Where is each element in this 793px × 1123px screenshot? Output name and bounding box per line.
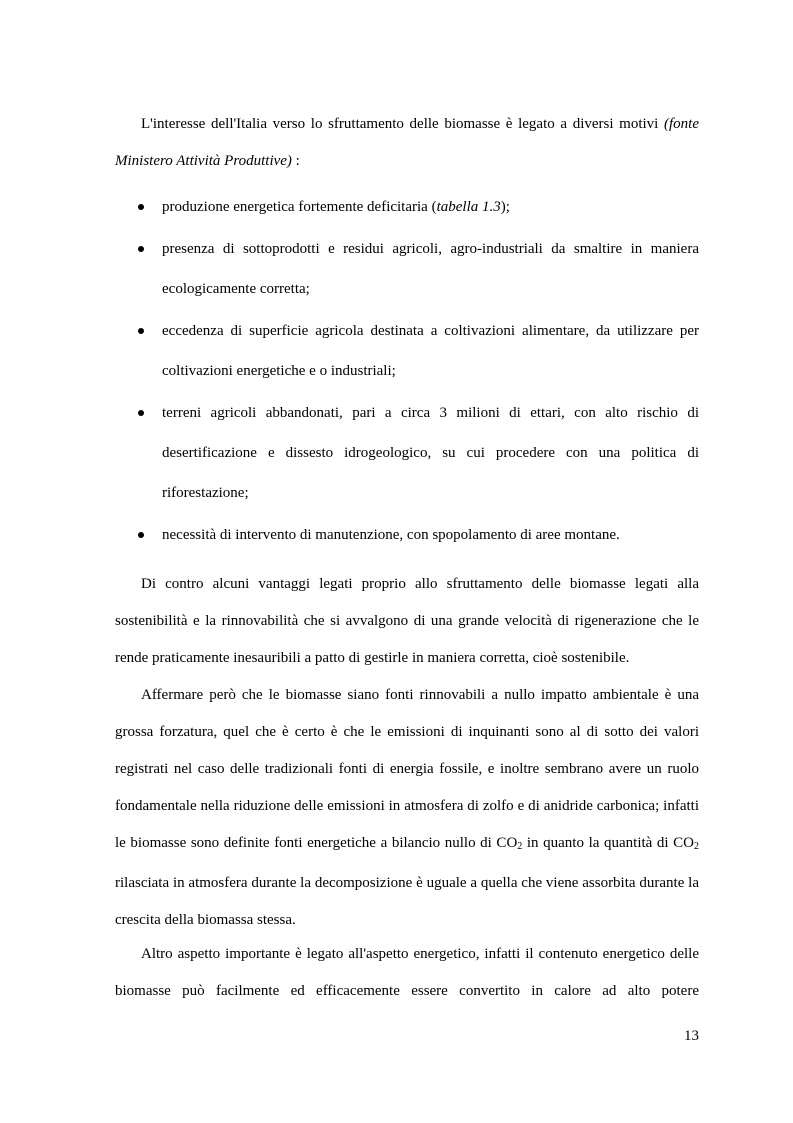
list-item: [115, 393, 699, 513]
list-item-text: necessità di intervento di manutenzione, con spopolamento di aree montane.: [162, 527, 620, 543]
list-item: [115, 187, 699, 227]
bullet-icon: [138, 204, 144, 210]
bullet-icon: [138, 532, 144, 538]
list-item-text: produzione energetica fortemente deficitaria (: [162, 199, 437, 215]
bullet-icon: [138, 246, 144, 252]
intro-paragraph: [115, 106, 699, 180]
bullet-icon: [138, 410, 144, 416]
energy-paragraph: Altro aspetto importante è legato all'aspetto energetico, infatti il contenuto energetico delle biomasse può facilmente ed efficacemente essere convertito in calore ad alto potere: [115, 946, 699, 999]
list-item-text: terreni agricoli abbandonati, pari a circa 3 milioni di ettari, con alto rischio di desertificazione e dissesto idrogeologico, su cui procedere con una politica di riforestazione;: [162, 405, 699, 501]
list-item: [115, 229, 699, 309]
list-item-text-end: );: [500, 199, 510, 215]
emissions-text-2: in quanto la quantità di CO: [522, 835, 695, 851]
list-item-text: presenza di sottoprodotti e residui agricoli, agro-industriali da smaltire in maniera ecologicamente corretta;: [162, 241, 699, 297]
list-item: [115, 515, 699, 555]
list-item: [115, 311, 699, 391]
table-reference: tabella 1.3: [436, 199, 501, 215]
advantages-paragraph: Di contro alcuni vantaggi legati proprio allo sfruttamento delle biomasse legati alla sostenibilità e la rinnovabilità che si avvalgono di una grande velocità di rigenerazione che le rende praticamente inesauribili a patto di gestirle in maniera corretta, cioè sostenibile.: [115, 576, 699, 666]
emissions-text-1: Affermare però che le biomasse siano fonti rinnovabili a nullo impatto ambientale è una grossa forzatura, quel che è certo è che le emissioni di inquinanti sono al di sotto dei valori registrati nel caso delle tradizionali fonti di energia fossile, e inoltre sembrano avere un ruolo fondamentale nella riduzione delle emissioni in atmosfera di zolfo e di anidride carbonica; infatti le biomasse sono definite fonti energetiche a bilancio nullo di CO: [115, 687, 699, 851]
emissions-paragraph: [115, 677, 699, 939]
intro-source-suffix: :: [291, 153, 300, 169]
motives-list: [115, 187, 699, 557]
intro-source: (fonte Ministero Attività Produttive): [115, 116, 700, 169]
emissions-text-3: rilasciata in atmosfera durante la decomposizione è uguale a quella che viene assorbita durante la crescita della biomassa stessa.: [115, 875, 699, 928]
co2-subscript: 2: [694, 841, 700, 852]
intro-text: L'interesse dell'Italia verso lo sfruttamento delle biomasse è legato a diversi motivi: [141, 116, 659, 132]
list-item-text: eccedenza di superficie agricola destinata a coltivazioni alimentare, da utilizzare per coltivazioni energetiche e o industriali;: [162, 323, 699, 379]
bullet-icon: [138, 328, 144, 334]
co2-subscript: 2: [517, 841, 523, 852]
page-number: 13: [684, 1028, 699, 1044]
